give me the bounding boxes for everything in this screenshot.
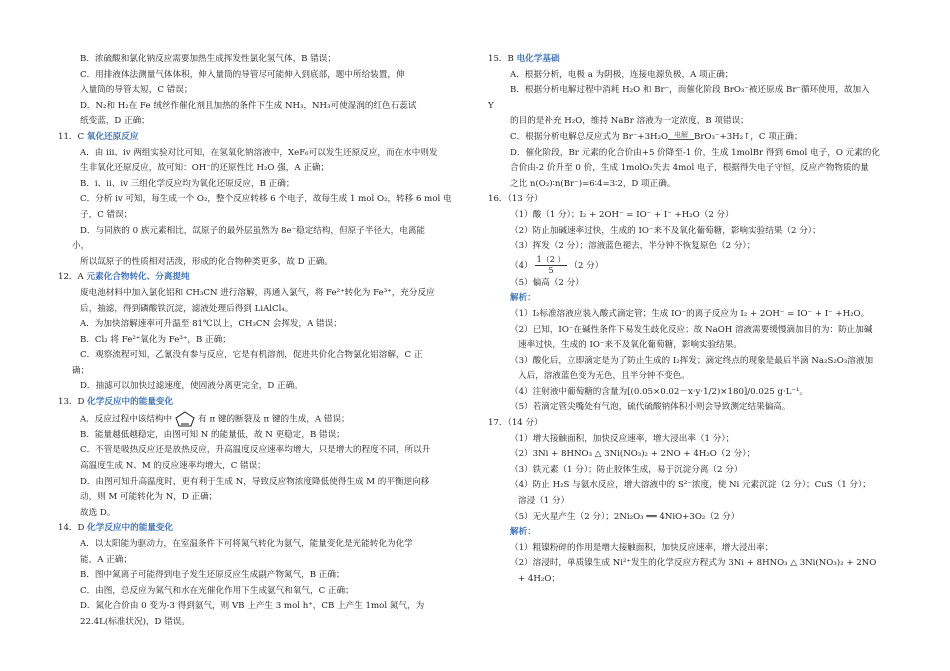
left-line	[58, 177, 468, 193]
line-text: + 4H₂O；	[518, 574, 560, 584]
right-line	[488, 572, 888, 588]
line-text: 所以氙原子的性质相对活泼，形成的化合物种类更多，故 D 正确。	[80, 256, 333, 267]
line-text: D．N₂和 H₂在 Fe 绒丝作催化剂且加热的条件下生成 NH₃，NH₃可使湿润的红色石蕊试	[80, 100, 417, 111]
left-line	[58, 224, 468, 240]
line-text: D．由图可知升高温度时，更有利于生成 N，导致反应物浓度降低使得生成 M 的平衡逆向移	[80, 476, 430, 487]
line-text: 入量筒的导管太短，C 错误；	[80, 85, 193, 96]
left-line	[58, 286, 468, 302]
left-line	[58, 379, 468, 395]
right-line	[488, 239, 888, 255]
right-line	[488, 177, 888, 193]
line-text: C．观察流程可知，乙氰没有参与反应，它是有机溶剂，促进共价化合物氯化铝溶解，C 正	[80, 350, 423, 361]
line-text: A．根据分析，电极 a 为阴极，连接电源负极，A 项正确；	[510, 69, 734, 80]
line-text: D．抽滤可以加快过滤速度，使固液分离更完全，D 正确。	[80, 381, 303, 392]
left-line	[58, 615, 468, 631]
line-text: 后，抽滤，得到磷酸铁沉淀，滤液处理后得到 LiAlCl₄。	[80, 303, 294, 314]
line-text: （2）已知，IO⁻在碱性条件下易发生歧化反应；故 NaOH 溶液需要缓慢滴加目的为：防止加碱	[510, 324, 873, 335]
right-line	[488, 130, 888, 146]
right-line	[488, 192, 888, 208]
left-line	[58, 490, 468, 506]
line-text: （4）	[510, 260, 533, 271]
left-line	[58, 161, 468, 177]
right-line	[488, 114, 888, 130]
right-line	[488, 323, 888, 339]
line-text: C．根据分析电解总反应式为 Br⁻+3H₂O	[510, 131, 669, 142]
left-line	[58, 348, 468, 364]
line-text: 废电池材料中加入氯化铝和 CH₃CN 进行溶解，再通入氯气，将 Fe²⁺转化为 Fe³⁺，充分反应	[80, 287, 435, 298]
line-text: （4）注射液中葡萄糖的含量为[(0.05×0.02－x·y·1/2)×180]/0.025 g·L⁻¹。	[510, 386, 809, 397]
line-text: 高温度生成 N、M 的反应速率均增大，C 错误；	[80, 460, 266, 471]
line-text: 入后，溶液蓝色变为无色，且半分钟不变色。	[518, 371, 690, 382]
line-text: C．由图，总反应为氮气和水在光催化作用下生成氨气和氧气，C 正确；	[80, 585, 354, 596]
line-text: 11．C	[58, 131, 87, 142]
right-line	[488, 208, 888, 224]
line-text: D．氮化合价由 0 变为-3 得到氨气，则 VB 上产生 3 mol h⁺，CB 上产生 1mol 氮气，为	[80, 601, 425, 612]
line-text: （4）防止 H₂S 与氨水反应，增大溶液中的 S²⁻浓度，使 Ni 元素沉淀（2 分）；CuS（1 分）；	[510, 480, 871, 491]
left-line	[58, 99, 468, 115]
topic-tag: 元素化合物转化、分离提纯	[86, 272, 190, 283]
line-text: 生非氧化还原反应，故可知：OH⁻的还原性比 H₂O 强，A 正确；	[80, 163, 330, 174]
topic-tag: 化学反应中的能量变化	[87, 397, 174, 408]
right-line	[488, 385, 888, 401]
line-text: C．用排液体法测量气体体积，伸入量筒的导管尽可能伸入到底部，题中所给装置，伸	[80, 69, 405, 80]
topic-tag: 氧化还原反应	[86, 131, 139, 142]
left-line	[58, 428, 468, 444]
line-text: A．由 iii、iv 两组实验对比可知，在氢氧化钠溶液中，XeF₆可以发生还原反应，而在水中则发	[80, 147, 438, 158]
fraction-expression	[535, 255, 568, 276]
left-line	[58, 83, 468, 99]
right-line	[488, 68, 888, 84]
line-text: B．能量越低越稳定，由图可知 N 的能量低，故 N 更稳定，B 错误；	[80, 429, 345, 440]
right-line	[488, 161, 888, 177]
left-line	[58, 317, 468, 333]
line-text-after: 有 π 键的断裂及 π 键的生成，A 错误；	[198, 414, 350, 425]
left-line	[58, 459, 468, 475]
right-line	[488, 354, 888, 370]
right-line	[488, 463, 888, 479]
line-text: C．不管是吸热反应还是放热反应，升高温度反应速率均增大，只是增大的程度不同，所以升	[80, 445, 431, 456]
right-line	[488, 416, 888, 432]
line-text: 14．D	[58, 523, 88, 534]
line-text: （5）偏高（2 分）	[510, 277, 584, 288]
line-text: 12．A	[58, 272, 87, 283]
line-text: （1）粗镍粉碎的作用是增大接触面积，加快反应速率，增大浸出率；	[510, 542, 774, 553]
line-text: （5）若滴定管尖嘴处有气泡，硫代硫酸钠体积小则会导致测定结果偏高。	[510, 402, 791, 413]
line-text: （1）增大接触面积，加快反应速率，增大浸出率（1 分）；	[510, 433, 735, 444]
left-line	[58, 130, 468, 146]
line-text: 22.4L(标准状况)，D 错误。	[80, 616, 190, 627]
right-line	[488, 224, 888, 240]
line-text: （3）铁元素（1 分）；防止胶体生成，易于沉淀分离（2 分）	[510, 464, 743, 475]
right-line	[488, 447, 888, 463]
right-line	[488, 291, 888, 307]
line-text-after: （2 分）	[569, 260, 604, 271]
left-line	[58, 302, 468, 318]
line-text: A．以太阳能为驱动力，在室温条件下可将氮气转化为氨气，能量变化是光能转化为化学	[80, 538, 413, 549]
left-line	[58, 208, 468, 224]
fraction-denominator: 5	[548, 265, 554, 275]
right-line	[488, 400, 888, 416]
left-line	[58, 475, 468, 491]
line-text: 小，	[72, 241, 90, 252]
right-line	[488, 369, 888, 385]
line-text: B．Cl₂ 将 Fe²⁺氧化为 Fe³⁺，B 正确；	[80, 334, 231, 345]
line-text: 动，则 M 可能转化为 N，D 正确；	[80, 492, 218, 503]
line-text: （1）I₂标准溶液应装入酸式滴定管；生成 IO⁻的离子反应为 I₂ + 2OH⁻ = IO⁻ + I⁻ +H₂O。	[510, 308, 870, 319]
line-text: B．i、ii、iv 三组化学反应均为氧化还原反应，B 正确；	[80, 178, 295, 189]
line-text: B．浓硫酸和氯化钠反应需要加热生成挥发性氯化氢气体，B 错误；	[80, 54, 336, 64]
left-line	[58, 270, 468, 286]
line-text: C．分析 iv 可知，每生成一个 O₂，整个反应转移 6 个电子，故每生成 1 mol O₂，转移 6 mol 电	[80, 194, 452, 205]
left-line	[58, 192, 468, 208]
line-text: 解析：	[510, 293, 536, 304]
right-line	[488, 99, 888, 115]
right-line	[488, 478, 888, 494]
right-line	[488, 307, 888, 323]
line-text: 确；	[72, 365, 90, 376]
line-text: 子，C 错误；	[80, 209, 133, 220]
line-text: B．图中氮离子可能得到电子发生还原反应生成副产物氮气，B 正确；	[80, 570, 345, 581]
left-line	[58, 506, 468, 522]
left-line	[58, 114, 468, 130]
right-line	[488, 52, 888, 68]
line-text: 13．D	[58, 397, 88, 408]
line-text: A．反应过程中该结构中	[80, 414, 173, 425]
line-text: 纸变蓝，D 正确；	[80, 116, 150, 127]
topic-tag: 电化学基础	[516, 54, 560, 64]
line-text: A．为加快溶解速率可升温至 81℃以上，CH₃CN 会挥发，A 错误；	[80, 319, 342, 330]
fraction-numerator: 1（2 ）	[536, 254, 566, 264]
line-text: （2）防止加碱速率过快，生成的 IO⁻来不及氧化葡萄糖，影响实验结果（2 分）；	[510, 225, 821, 236]
right-line	[488, 146, 888, 162]
left-line	[58, 521, 468, 537]
left-line	[58, 364, 468, 380]
line-text: 解析：	[510, 527, 536, 538]
line-text: 速率过快，生成的 IO⁻来不及氧化葡萄糖，影响实验结果。	[518, 340, 742, 351]
line-text-after: BrO₃⁻+3H₂↑，C 项正确；	[694, 131, 803, 142]
line-text: 能，A 正确；	[80, 554, 132, 565]
right-line	[488, 276, 888, 292]
line-text: 故选 D。	[80, 507, 116, 518]
line-text: B．根据分析电解过程中消耗 H₂O 和 Br⁻，而催化阶段 BrO₃⁻被还原成 Br⁻循环使用，故加入	[510, 85, 870, 96]
line-text: 的目的是补充 H₂O，维持 NaBr 溶液为一定浓度，B 项错误；	[510, 116, 749, 127]
line-text: 合价由-2 价升至 0 价，生成 1molO₂失去 4mol 电子，根据得失电子守恒，反应产物物质的量	[510, 163, 869, 174]
right-line	[488, 432, 888, 448]
left-line	[58, 584, 468, 600]
left-line	[58, 553, 468, 569]
line-text: （2）溶浸时，单质镍生成 Ni²⁺发生的化学反应方程式为 3Ni + 8HNO₃ △ 3Ni(NO₃)₂ + 2NO	[510, 558, 877, 569]
right-line	[488, 556, 888, 572]
right-line	[488, 541, 888, 557]
left-column	[58, 52, 468, 630]
line-text: D．与同族的 0 族元素相比，氙原子的最外层虽然为 8e⁻稳定结构，但原子半径大，电离能	[80, 225, 426, 236]
right-line	[488, 338, 888, 354]
right-column	[488, 52, 888, 588]
line-text: 17．（14 分）	[488, 418, 543, 429]
line-text: Y	[488, 100, 494, 111]
right-line	[488, 525, 888, 541]
line-text: （3）酸化后，立即滴定是为了防止生成的 I₂挥发；滴定终点的现象是最后半滴 Na₂S₂O₃溶液加	[510, 355, 874, 366]
left-line	[58, 599, 468, 615]
left-line	[58, 537, 468, 553]
line-text: （3）挥发（2 分）；溶液蓝色褪去，半分钟不恢复原色（2 分）；	[510, 241, 756, 252]
line-text: 溶浸（1 分）	[518, 496, 570, 507]
right-line	[488, 510, 888, 526]
line-text: 16．（13 分）	[488, 194, 543, 205]
line-text: （5）无火星产生（2 分）；2Ni₂O₃ ══ 4NiO+3O₂（2 分）	[510, 511, 740, 522]
left-line	[58, 443, 468, 459]
cyclopentadiene-ring-icon	[172, 411, 198, 427]
topic-tag: 化学反应中的能量变化	[87, 523, 174, 534]
line-text: （1）酸（1 分）；I₂ + 2OH⁻ = IO⁻ + I⁻ +H₂O（2 分）	[510, 209, 734, 220]
line-text: （2）3Ni + 8HNO₃ △ 3Ni(NO₃)₂ + 2NO + 4H₂O（2 分）；	[510, 449, 756, 460]
right-line	[488, 494, 888, 510]
left-line	[58, 568, 468, 584]
right-line	[488, 255, 888, 276]
line-text: 之比 n(O₂)∶n(Br⁻)=6∶4=3∶2，D 项正确。	[510, 178, 676, 189]
line-text: 15．B	[488, 54, 517, 64]
left-line	[58, 68, 468, 84]
left-line	[58, 146, 468, 162]
left-line	[58, 52, 468, 68]
left-line	[58, 333, 468, 349]
left-line	[58, 255, 468, 271]
left-line	[58, 395, 468, 411]
left-line	[58, 239, 468, 255]
line-text: D．催化阶段，Br 元素的化合价由+5 价降至-1 价，生成 1molBr 得到 6mol 电子，O 元素的化	[510, 147, 880, 158]
electrolysis-label: 电解	[674, 131, 689, 140]
left-line	[58, 411, 468, 428]
electrolysis-arrow	[668, 132, 694, 140]
right-line	[488, 83, 888, 99]
